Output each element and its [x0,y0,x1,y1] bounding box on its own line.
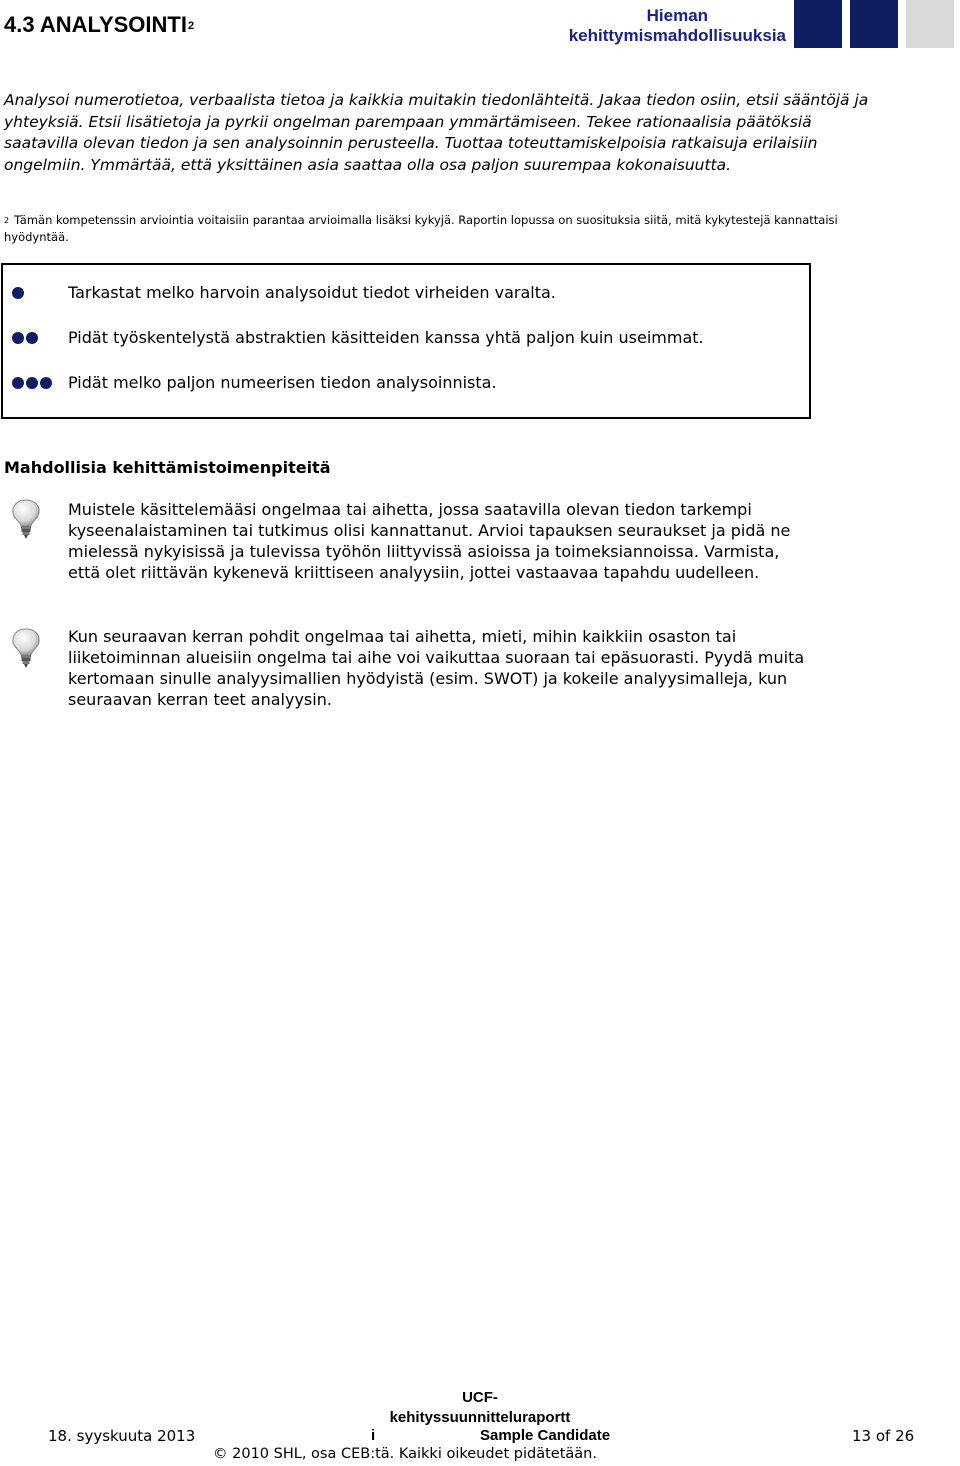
dot-icon [40,377,52,389]
dot-icon [12,332,24,344]
competency-description: Analysoi numerotietoa, verbaalista tietoa ja kaikkia muitakin tiedonlähteitä. Jakaa tiedon osiin, etsii sääntöjä ja yhteyksiä. Etsii lisätietoja ja pyrkii ongelman parempaan ymmärtämiseen. Tekee rationaalisia päätöksiä saatavilla olevan tiedon ja sen analysoinnin perusteella. Tuottaa toteuttamiskelpoisia ratkaisuja erilaisiin ongelmiin. Ymmärtää, että yksittäinen asia saattaa olla osa paljon suurempaa kokonaisuutta. [4,91,869,174]
actions-heading: Mahdollisia kehittämistoimenpiteitä [4,458,331,477]
footer-date: 18. syyskuuta 2013 [48,1427,196,1445]
action-text: Kun seuraavan kerran pohdit ongelmaa tai aihetta, mieti, mihin kaikkiin osaston tai liiketoiminnan alueisiin ongelma tai aihe voi vaikuttaa suoraan tai epäsuorasti. Pyydä muita kertomaan sinulle analyysimallien hyödyistä (esim. SWOT) ja kokeile analyysimalleja, kun seuraavan kerran teet analyysin. [68,627,805,709]
action-text: Muistele käsittelemääsi ongelmaa tai aihetta, jossa saatavilla olevan tiedon tarkempi kyseenalaistaminen tai tutkimus olisi kannattanut. Arvioi tapauksen seuraukset ja pidä ne mielessä nykyisissä ja tulevissa työhön liittyvissä asioissa ja toimeksiannoissa. Varmista, että olet riittävän kykenevä kriittiseen analyysiin, jottei vastaavaa tapahdu uudelleen. [68,500,791,582]
footer-report-line1: UCF- [462,1389,498,1406]
dot-icon [12,377,24,389]
footer-page-number: 13 of 26 [852,1427,915,1445]
footer-report-name [0,1388,960,1428]
rating-statement-text: Pidät työskentelystä abstraktien käsitteiden kanssa yhtä paljon kuin useimmat. [68,328,704,347]
rating-label [569,6,786,46]
section-title: 4.3 ANALYSOINTI$^2$ [4,12,195,37]
footer-report-line2: kehityssuunnitteluraportt [389,1409,571,1426]
footnote-text: Tämän kompetenssin arviointia voitaisiin parantaa arvioimalla lisäksi kykyjä. Raportin lopussa on suosituksia siitä, mitä kykytestejä kannattaisi hyödyntää. [4,213,838,244]
rating-box-filled-1 [794,0,842,48]
section-footnote-marker: 2 [187,20,195,32]
rating-statement-text: Tarkastat melko harvoin analysoidut tiedot virheiden varalta. [68,283,556,302]
rating-dots [12,377,52,389]
footnote-marker: 2 [4,216,10,225]
dot-icon [12,287,24,299]
lightbulb-icon [10,498,42,540]
footer-candidate: Sample Candidate [480,1427,611,1444]
rating-label-line2: kehittymismahdollisuuksia [568,26,786,45]
rating-label-line1: Hieman [646,6,709,25]
footer-copyright: © 2010 SHL, osa CEB:tä. Kaikki oikeudet pidätetään. [213,1446,597,1462]
dot-icon [26,377,38,389]
footer-report-line3: i [371,1427,376,1444]
rating-box-empty-3 [906,0,954,48]
rating-dots [12,287,24,299]
dot-icon [26,332,38,344]
rating-dots [12,332,38,344]
lightbulb-icon [10,627,42,669]
rating-statement-text: Pidät melko paljon numeerisen tiedon analysoinnista. [68,373,497,392]
footnote [4,212,884,246]
rating-box-filled-2 [850,0,898,48]
